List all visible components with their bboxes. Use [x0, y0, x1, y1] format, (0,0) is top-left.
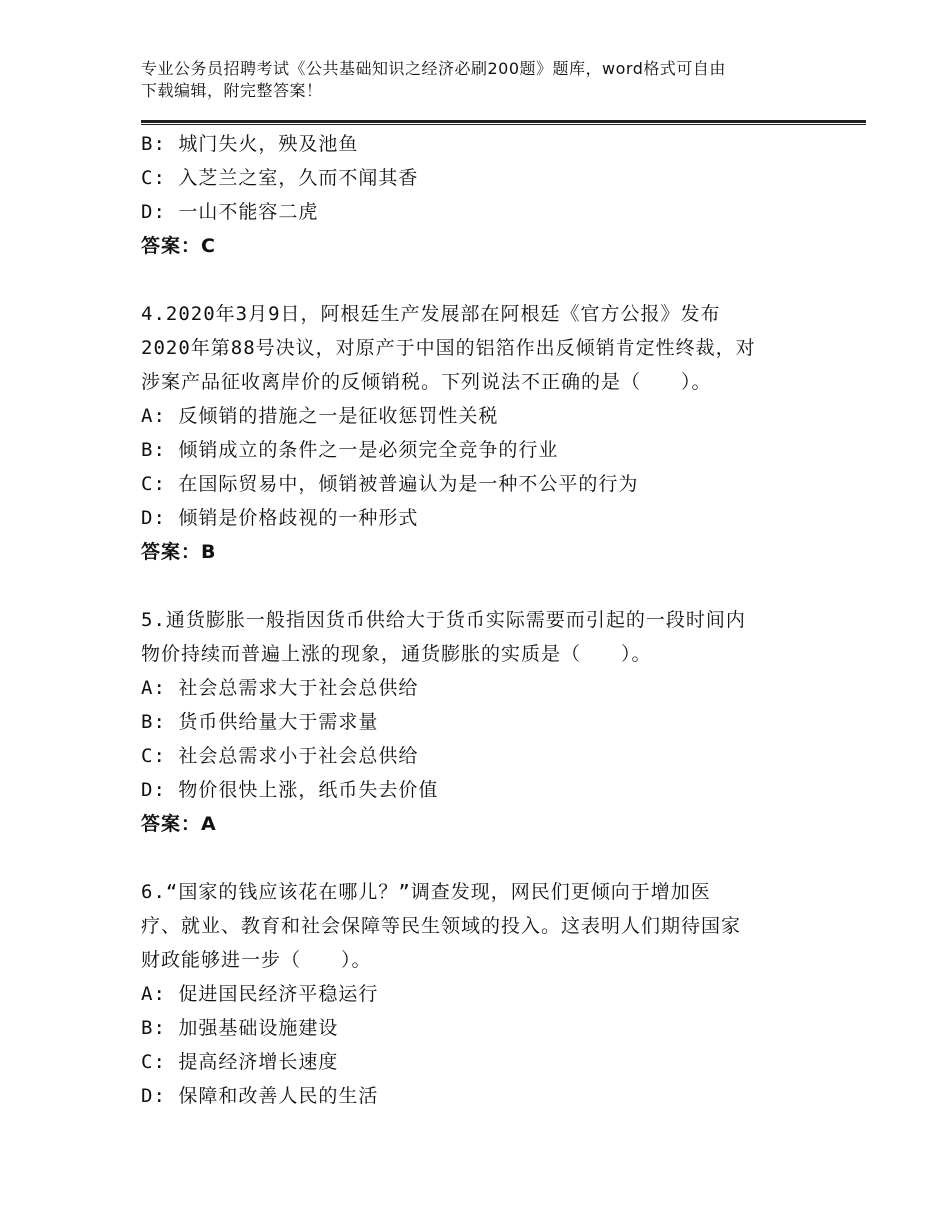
q4-option-c: C: 在国际贸易中，倾销被普遍认为是一种不公平的行为 — [141, 473, 639, 495]
q5-option-a: A: 社会总需求大于社会总供给 — [141, 677, 419, 699]
spacer — [141, 263, 841, 297]
q6-stem-line-2: 疗、就业、教育和社会保障等民生领域的投入。这表明人们期待国家 — [141, 915, 742, 937]
q4-stem-line-1: 4.2020年3月9日，阿根廷生产发展部在阿根廷《官方公报》发布 — [141, 303, 721, 325]
question-5-block — [141, 603, 841, 841]
q5-option-b: B: 货币供给量大于需求量 — [141, 711, 379, 733]
q6-option-d: D: 保障和改善人民的生活 — [141, 1085, 379, 1107]
q3-option-d: D: 一山不能容二虎 — [141, 201, 319, 223]
page-header — [141, 58, 801, 102]
q3-option-c: C: 入芝兰之室，久而不闻其香 — [141, 167, 419, 189]
q4-stem-line-2: 2020年第88号决议，对原产于中国的铝箔作出反倾销肯定性终裁，对 — [141, 337, 756, 359]
question-4-block — [141, 297, 841, 569]
q4-option-a: A: 反倾销的措施之一是征收惩罚性关税 — [141, 405, 499, 427]
question-6-block — [141, 875, 841, 1113]
q5-option-c: C: 社会总需求小于社会总供给 — [141, 745, 419, 767]
spacer — [141, 841, 841, 875]
q6-option-a: A: 促进国民经济平稳运行 — [141, 983, 379, 1005]
header-line-2: 下载编辑，附完整答案！ — [141, 81, 323, 100]
q6-option-b: B: 加强基础设施建设 — [141, 1017, 339, 1039]
q5-answer: 答案：A — [141, 813, 217, 835]
spacer — [141, 569, 841, 603]
q3-option-b: B: 城门失火，殃及池鱼 — [141, 133, 359, 155]
header-line-1: 专业公务员招聘考试《公共基础知识之经济必刷200题》题库，word格式可自由 — [141, 59, 726, 78]
question-content — [141, 127, 841, 1113]
q6-stem-line-3: 财政能够进一步（ ）。 — [141, 949, 372, 971]
q4-stem-line-3: 涉案产品征收离岸价的反倾销税。下列说法不正确的是（ ）。 — [141, 371, 712, 393]
q3-answer: 答案：C — [141, 235, 216, 257]
q4-option-b: B: 倾销成立的条件之一是必须完全竞争的行业 — [141, 439, 559, 461]
question-3-block — [141, 127, 841, 263]
header-divider — [141, 120, 866, 125]
q4-answer: 答案：B — [141, 541, 217, 563]
q6-option-c: C: 提高经济增长速度 — [141, 1051, 339, 1073]
q5-stem-line-1: 5.通货膨胀一般指因货币供给大于货币实际需要而引起的一段时间内 — [141, 609, 746, 631]
q6-stem-line-1: 6.“国家的钱应该花在哪儿？”调查发现，网民们更倾向于增加医 — [141, 881, 711, 903]
q4-option-d: D: 倾销是价格歧视的一种形式 — [141, 507, 419, 529]
q5-stem-line-2: 物价持续而普遍上涨的现象，通货膨胀的实质是（ ）。 — [141, 643, 652, 665]
q5-option-d: D: 物价很快上涨，纸币失去价值 — [141, 779, 439, 801]
